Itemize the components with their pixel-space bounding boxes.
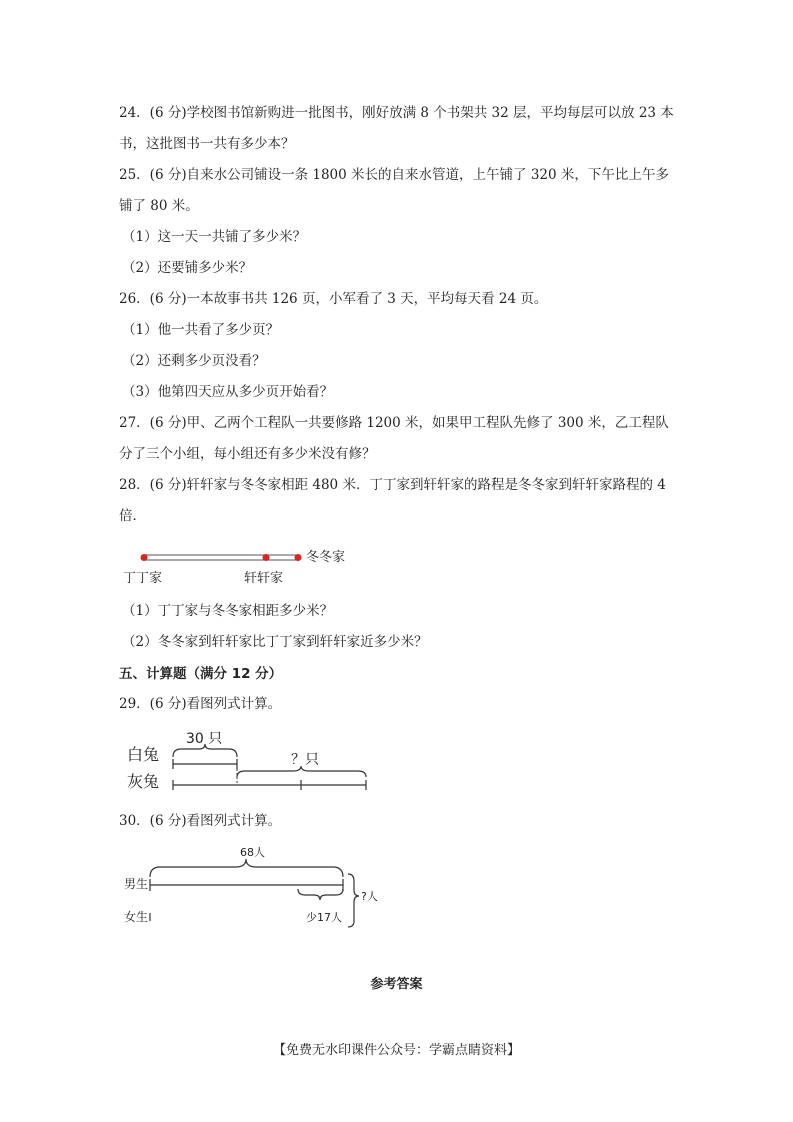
gray-rabbit-label: 灰兔 <box>127 772 160 791</box>
problem-28-q1: （1）丁丁家与冬冬家相距多少米？ <box>122 603 334 619</box>
label-unknown: ？只 <box>291 752 319 768</box>
problem-28-line1: 28．(6 分)轩轩家与冬冬家相距 480 米．丁丁家到轩轩家的路程是冬冬家到轩轩家路程的 4 <box>119 477 666 493</box>
problem-24-line1: 24．(6 分)学校图书馆新购进一批图书，刚好放满 8 个书架共 32 层，平均每层可以放 23 本 <box>119 105 674 121</box>
problem-26-q1: （1）他一共看了多少页？ <box>122 322 280 338</box>
less-brace <box>298 889 343 900</box>
problem-28-line2: 倍． <box>119 508 146 524</box>
problem-25-line1: 25．(6 分)自来水公司铺设一条 1800 米长的自来水管道，上午铺了 320 米，下午比上午多 <box>119 167 669 183</box>
problem-25-q1: （1）这一天一共铺了多少米？ <box>122 229 307 245</box>
answer-title: 参考答案 <box>370 977 423 992</box>
boys-label: 男生 <box>124 877 149 891</box>
problem-25-q2: （2）还要铺多少米？ <box>122 260 253 276</box>
total-brace <box>150 859 343 877</box>
problem-27-line1: 27．(6 分)甲、乙两个工程队一共要修路 1200 米，如果甲工程队先修了 300 米，乙工程队 <box>119 415 669 431</box>
dingding-label: 丁丁家 <box>123 571 163 586</box>
section-5-title: 五、计算题（满分 12 分） <box>119 666 283 682</box>
less-label: 少17人 <box>306 911 342 924</box>
total-label: 68人 <box>240 846 265 859</box>
problem-26-line1: 26．(6 分)一本故事书共 126 页，小军看了 3 天，平均每天看 24 页。 <box>119 291 548 307</box>
problem-30-line1: 30．(6 分)看图列式计算。 <box>119 813 282 829</box>
footer-text: 【免费无水印课件公众号：学霸点睛资料】 <box>272 1043 520 1058</box>
problem-26-q2: （2）还剩多少页没看？ <box>122 353 266 369</box>
label-30: 30 只 <box>186 731 223 747</box>
problem-29-line1: 29．(6 分)看图列式计算。 <box>119 696 282 712</box>
problem-28-q2: （2）冬冬家到轩轩家比丁丁家到轩轩家近多少米？ <box>122 634 428 650</box>
problem-26-q3: （3）他第四天应从多少页开始看？ <box>122 384 334 400</box>
unknown-label: ?人 <box>361 890 378 903</box>
xuanxuan-label: 轩轩家 <box>244 571 284 586</box>
white-rabbit-label: 白兔 <box>127 745 160 764</box>
dongdong-label: 冬冬家 <box>306 550 346 565</box>
problem-27-line2: 分了三个小组，每小组还有多少米没有修？ <box>119 446 376 462</box>
girls-label: 女生 <box>124 910 149 924</box>
right-brace <box>348 874 359 927</box>
problem-25-line2: 铺了 80 米。 <box>119 198 199 214</box>
problem-24-line2: 书，这批图书一共有多少本？ <box>119 136 295 152</box>
